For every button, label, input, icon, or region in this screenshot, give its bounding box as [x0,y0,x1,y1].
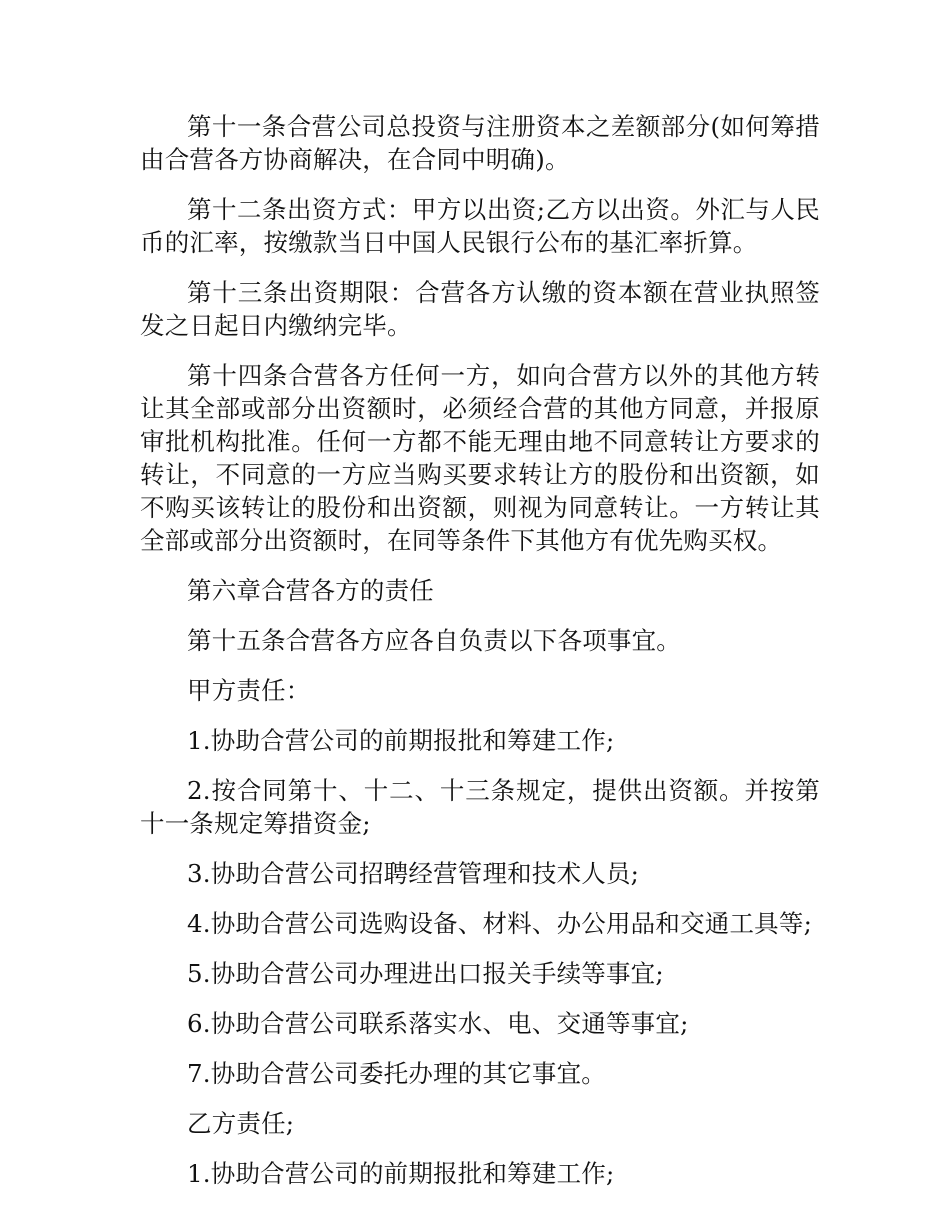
party-b-responsibilities-heading: 乙方责任; [187,1109,295,1138]
article-11-paragraph: 第十一条合营公司总投资与注册资本之差额部分(如何筹措由合营各方协商解决，在合同中明确)。 [140,112,820,174]
party-a-item-4: 4.协助合营公司选购设备、材料、办公用品和交通工具等; [187,909,813,938]
party-a-item-1: 1.协助合营公司的前期报批和筹建工作; [187,726,615,755]
document-body [140,110,820,1207]
party-a-item-3: 3.协助合营公司招聘经营管理和技术人员; [187,859,640,888]
article-15-paragraph: 第十五条合营各方应各自负责以下各项事宜。 [187,626,681,655]
party-a-responsibilities-heading: 甲方责任： [187,676,311,705]
party-a-item-2: 2.按合同第十、十二、十三条规定，提供出资额。并按第十一条规定筹措资金; [140,776,820,838]
article-14-paragraph: 第十四条合营各方任何一方，如向合营方以外的其他方转让其全部或部分出资额时，必须经合营的其他方同意，并报原审批机构批准。任何一方都不能无理由地不同意转让方要求的转让，不同意的一方应当购买要求转让方的股份和出资额，如不购买该转让的股份和出资额，则视为同意转让。一方转让其全部或部分出资额时，在同等条件下其他方有优先购买权。 [140,361,820,555]
article-12-paragraph: 第十二条出资方式：甲方以出资;乙方以出资。外汇与人民币的汇率，按缴款当日中国人民银行公布的基汇率折算。 [140,195,820,257]
party-a-item-5: 5.协助合营公司办理进出口报关手续等事宜; [187,959,664,988]
party-a-item-6: 6.协助合营公司联系落实水、电、交通等事宜; [187,1009,689,1038]
party-a-item-7: 7.协助合营公司委托办理的其它事宜。 [187,1059,606,1088]
chapter-6-heading: 第六章合营各方的责任 [187,576,434,605]
party-b-item-1: 1.协助合营公司的前期报批和筹建工作; [187,1159,615,1188]
article-13-paragraph: 第十三条出资期限：合营各方认缴的资本额在营业执照签发之日起日内缴纳完毕。 [140,278,820,340]
